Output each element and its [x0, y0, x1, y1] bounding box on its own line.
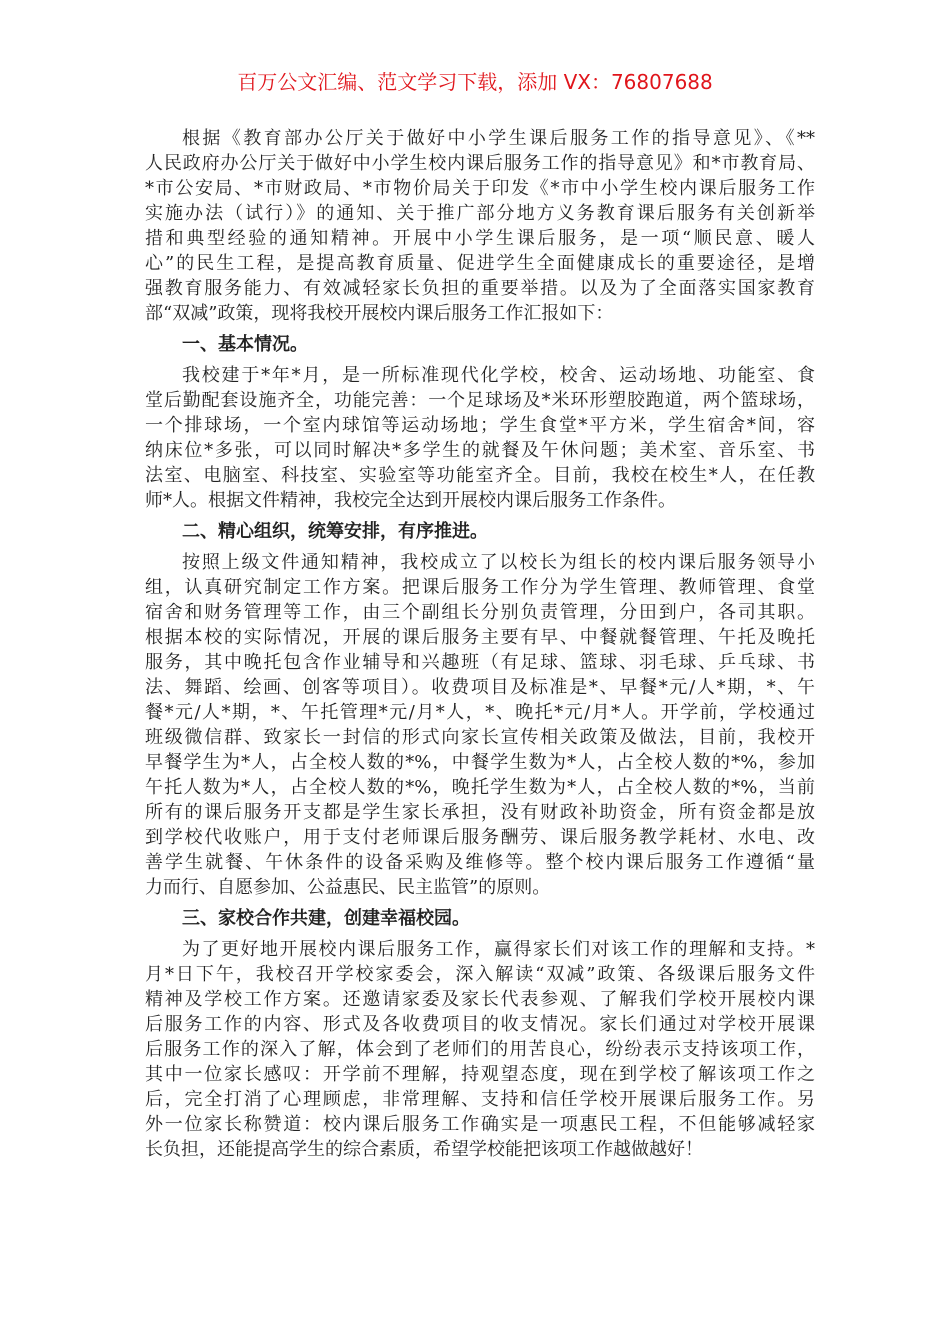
text-line: 后，完全打消了心理顾虑，非常理解、支持和信任学校开展课后服务工作。另	[145, 1089, 815, 1110]
text-line: 我校建于*年*月，是一所标准现代化学校，校舍、运动场地、功能室、食	[182, 365, 815, 386]
text-line: 善学生就餐、午休条件的设备采购及维修等。整个校内课后服务工作遵循“量	[145, 852, 815, 873]
text-line: 精神及学校工作方案。还邀请家委及家长代表参观、了解我们学校开展校内课	[145, 989, 815, 1010]
text-line: 根据《教育部办公厅关于做好中小学生课后服务工作的指导意见》、《**	[182, 128, 815, 149]
text-line: 部“双减”政策，现将我校开展校内课后服务工作汇报如下：	[145, 303, 614, 324]
text-line: 实施办法（试行）》的通知、关于推广部分地方义务教育课后服务有关创新举	[145, 203, 815, 224]
text-line: 为了更好地开展校内课后服务工作，赢得家长们对该工作的理解和支持。*	[182, 939, 815, 960]
text-line: 其中一位家长感叹：开学前不理解，持观望态度，现在到学校了解该项工作之	[145, 1064, 815, 1085]
text-line: 外一位家长称赞道：校内课后服务工作确实是一项惠民工程，不但能够减轻家	[145, 1114, 815, 1135]
text-line: 强教育服务能力、有效减轻家长负担的重要举措。以及为了全面落实国家教育	[145, 278, 815, 299]
text-line: 纳床位*多张，可以同时解决*多学生的就餐及午休问题；美术室、音乐室、书	[145, 440, 815, 461]
text-line: 堂后勤配套设施齐全，功能完善：一个足球场及*米环形塑胶跑道，两个篮球场，	[145, 390, 815, 411]
text-line: 服务，其中晚托包含作业辅导和兴趣班（有足球、篮球、羽毛球、乒乓球、书	[145, 652, 815, 673]
text-line: 措和典型经验的通知精神。开展中小学生课后服务，是一项“顺民意、暖人	[145, 228, 815, 249]
paragraph-intro	[145, 126, 815, 326]
text-line: 后服务工作的深入了解，体会到了老师们的用苦良心，纷纷表示支持该项工作，	[145, 1039, 815, 1060]
section-heading-1: 一、基本情况。	[182, 334, 308, 355]
text-line: 法、舞蹈、绘画、创客等项目）。收费项目及标准是*、早餐*元/人*期，*、午	[145, 677, 815, 698]
section-heading-3: 三、家校合作共建，创建幸福校园。	[182, 908, 470, 929]
text-line: 早餐学生为*人，占全校人数的*%，中餐学生数为*人，占全校人数的*%，参加	[145, 752, 815, 773]
text-line: 力而行、自愿参加、公益惠民、民主监管”的原则。	[145, 877, 551, 898]
text-line: 按照上级文件通知精神，我校成立了以校长为组长的校内课后服务领导小	[182, 552, 815, 573]
text-line: 到学校代收账户，用于支付老师课后服务酬劳、课后服务教学耗材、水电、改	[145, 827, 815, 848]
text-line: 根据本校的实际情况，开展的课后服务主要有早、中餐就餐管理、午托及晚托	[145, 627, 815, 648]
text-line: 月*日下午，我校召开学校家委会，深入解读“双减”政策、各级课后服务文件	[145, 964, 815, 985]
text-line: 餐*元/人*期，*、午托管理*元/月*人，*、晚托*元/月*人。开学前，学校通过	[145, 702, 815, 723]
text-line: 心”的民生工程，是提高教育质量、促进学生全面健康成长的重要途径，是增	[145, 253, 815, 274]
paragraph-basic-info	[145, 363, 815, 513]
section-heading-2: 二、精心组织，统筹安排，有序推进。	[182, 521, 488, 542]
watermark-banner: 百万公文汇编、范文学习下载，添加 VX：76807688	[237, 70, 713, 94]
text-line: *市公安局、*市财政局、*市物价局关于印发《*市中小学生校内课后服务工作	[145, 178, 815, 199]
text-line: 宿舍和财务管理等工作，由三个副组长分别负责管理，分田到户，各司其职。	[145, 602, 815, 623]
text-line: 法室、电脑室、科技室、实验室等功能室齐全。目前，我校在校生*人，在任教	[145, 465, 815, 486]
text-line: 一个排球场，一个室内球馆等运动场地；学生食堂*平方米，学生宿舍*间，容	[145, 415, 815, 436]
text-line: 所有的课后服务开支都是学生家长承担，没有财政补助资金，所有资金都是放	[145, 802, 815, 823]
text-line: 后服务工作的内容、形式及各收费项目的收支情况。家长们通过对学校开展课	[145, 1014, 815, 1035]
text-line: 人民政府办公厅关于做好中小学生校内课后服务工作的指导意见》和*市教育局、	[145, 153, 815, 174]
text-line: 午托人数为*人，占全校人数的*%，晚托学生数为*人，占全校人数的*%，当前	[145, 777, 815, 798]
text-line: 班级微信群、致家长一封信的形式向家长宣传相关政策及做法，目前，我校开	[145, 727, 815, 748]
paragraph-home-school	[145, 937, 815, 1162]
text-line: 师*人。根据文件精神，我校完全达到开展校内课后服务工作条件。	[145, 490, 676, 511]
document-body	[145, 126, 815, 1162]
text-line: 长负担，还能提高学生的综合素质，希望学校能把该项工作越做越好！	[145, 1139, 703, 1160]
paragraph-organization	[145, 550, 815, 900]
text-line: 组，认真研究制定工作方案。把课后服务工作分为学生管理、教师管理、食堂	[145, 577, 815, 598]
